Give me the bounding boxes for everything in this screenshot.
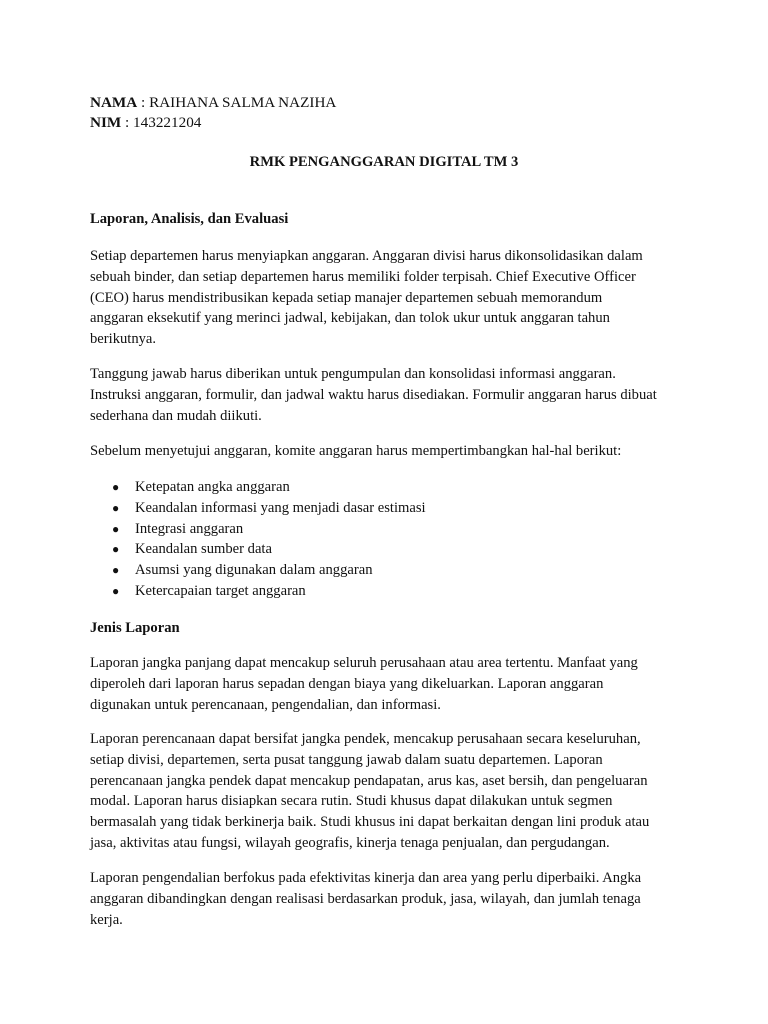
list-item-text: Keandalan informasi yang menjadi dasar estimasi: [135, 499, 426, 516]
bullet-icon: ●: [112, 521, 120, 536]
text-line: kerja.: [90, 911, 123, 928]
section2-paragraph-3: [90, 868, 690, 930]
name-value: : RAIHANA SALMA NAZIHA: [137, 94, 337, 111]
list-item: [90, 519, 690, 540]
name-line: [90, 93, 690, 114]
list-item-text: Keandalan sumber data: [135, 541, 272, 558]
nim-label: NIM: [90, 114, 122, 131]
text-line: berikutnya.: [90, 331, 157, 348]
section-heading-laporan-analisis-evaluasi: Laporan, Analisis, dan Evaluasi: [90, 211, 289, 227]
bullet-icon: ●: [112, 542, 120, 557]
text-line: Sebelum menyetujui anggaran, komite anggaran harus mempertimbangkan hal-hal berikut:: [90, 443, 622, 459]
text-line: (CEO) harus mendistribusikan kepada setiap manajer departemen sebuah memorandum: [90, 289, 603, 306]
list-item-text: Asumsi yang digunakan dalam anggaran: [135, 562, 373, 579]
section-heading-jenis-laporan: Jenis Laporan: [90, 620, 180, 636]
text-line: diperoleh dari laporan harus sepadan dengan biaya yang dikeluarkan. Laporan anggaran: [90, 675, 604, 692]
text-line: jasa, aktivitas atau fungsi, wilayah geografis, kinerja tenaga penjualan, dan pergudangan.: [90, 834, 610, 851]
text-line: anggaran dibandingkan dengan realisasi berdasarkan produk, jasa, wilayah, dan jumlah tenaga: [90, 890, 641, 907]
text-line: setiap divisi, departemen, serta pusat tanggung jawab dalam suatu departemen. Laporan: [90, 751, 603, 768]
section1-paragraph-3: [90, 441, 690, 462]
section1-paragraph-1: [90, 246, 690, 350]
text-line: modal. Laporan harus disiapkan secara rutin. Studi khusus dapat dilakukan untuk segmen: [90, 793, 613, 810]
list-item: [90, 477, 690, 498]
text-line: anggaran eksekutif yang merinci jadwal, kebijakan, dan tolok ukur untuk anggaran tahun: [90, 310, 610, 327]
nim-value: : 143221204: [121, 114, 202, 131]
bullet-icon: ●: [112, 500, 120, 515]
list-item-text: Ketepatan angka anggaran: [135, 479, 290, 495]
section2-paragraph-2: [90, 729, 690, 854]
text-line: Laporan pengendalian berfokus pada efektivitas kinerja dan area yang perlu diperbaiki. Angka: [90, 870, 642, 886]
section1-paragraph-2: [90, 364, 690, 426]
text-line: Laporan jangka panjang dapat mencakup seluruh perusahaan atau area tertentu. Manfaat yang: [90, 655, 638, 671]
bullet-icon: ●: [112, 583, 120, 598]
criteria-list: [90, 477, 690, 602]
nim-line: [90, 113, 690, 134]
list-item-text: Integrasi anggaran: [135, 520, 244, 537]
bullet-icon: ●: [112, 480, 120, 494]
text-line: sederhana dan mudah diikuti.: [90, 407, 262, 424]
text-line: Laporan perencanaan dapat bersifat jangka pendek, mencakup perusahaan secara keseluruhan,: [90, 731, 641, 747]
list-item-text: Ketercapaian target anggaran: [135, 582, 306, 599]
list-item: [90, 539, 690, 560]
text-line: Tanggung jawab harus diberikan untuk pengumpulan dan konsolidasi informasi anggaran.: [90, 366, 616, 382]
section2-paragraph-1: [90, 653, 690, 715]
list-item: [90, 560, 690, 581]
text-line: Instruksi anggaran, formulir, dan jadwal waktu harus disediakan. Formulir anggaran harus dibuat: [90, 386, 657, 403]
document-title: RMK PENGANGGARAN DIGITAL TM 3: [249, 154, 519, 170]
text-line: Setiap departemen harus menyiapkan anggaran. Anggaran divisi harus dikonsolidasikan dalam: [90, 248, 643, 264]
list-item: [90, 498, 690, 519]
bullet-icon: ●: [112, 563, 120, 578]
list-item: [90, 581, 690, 602]
text-line: bermasalah yang tidak berkinerja baik. Studi khusus ini dapat berkaitan dengan lini produk atau: [90, 814, 650, 831]
text-line: perencanaan jangka pendek dapat mencakup pendapatan, arus kas, aset bersih, dan pengeluaran: [90, 772, 648, 789]
text-line: digunakan untuk perencanaan, pengendalian, dan informasi.: [90, 696, 441, 713]
text-line: sebuah binder, dan setiap departemen harus memiliki folder terpisah. Chief Executive Officer: [90, 268, 636, 285]
name-label: NAMA: [90, 94, 138, 111]
